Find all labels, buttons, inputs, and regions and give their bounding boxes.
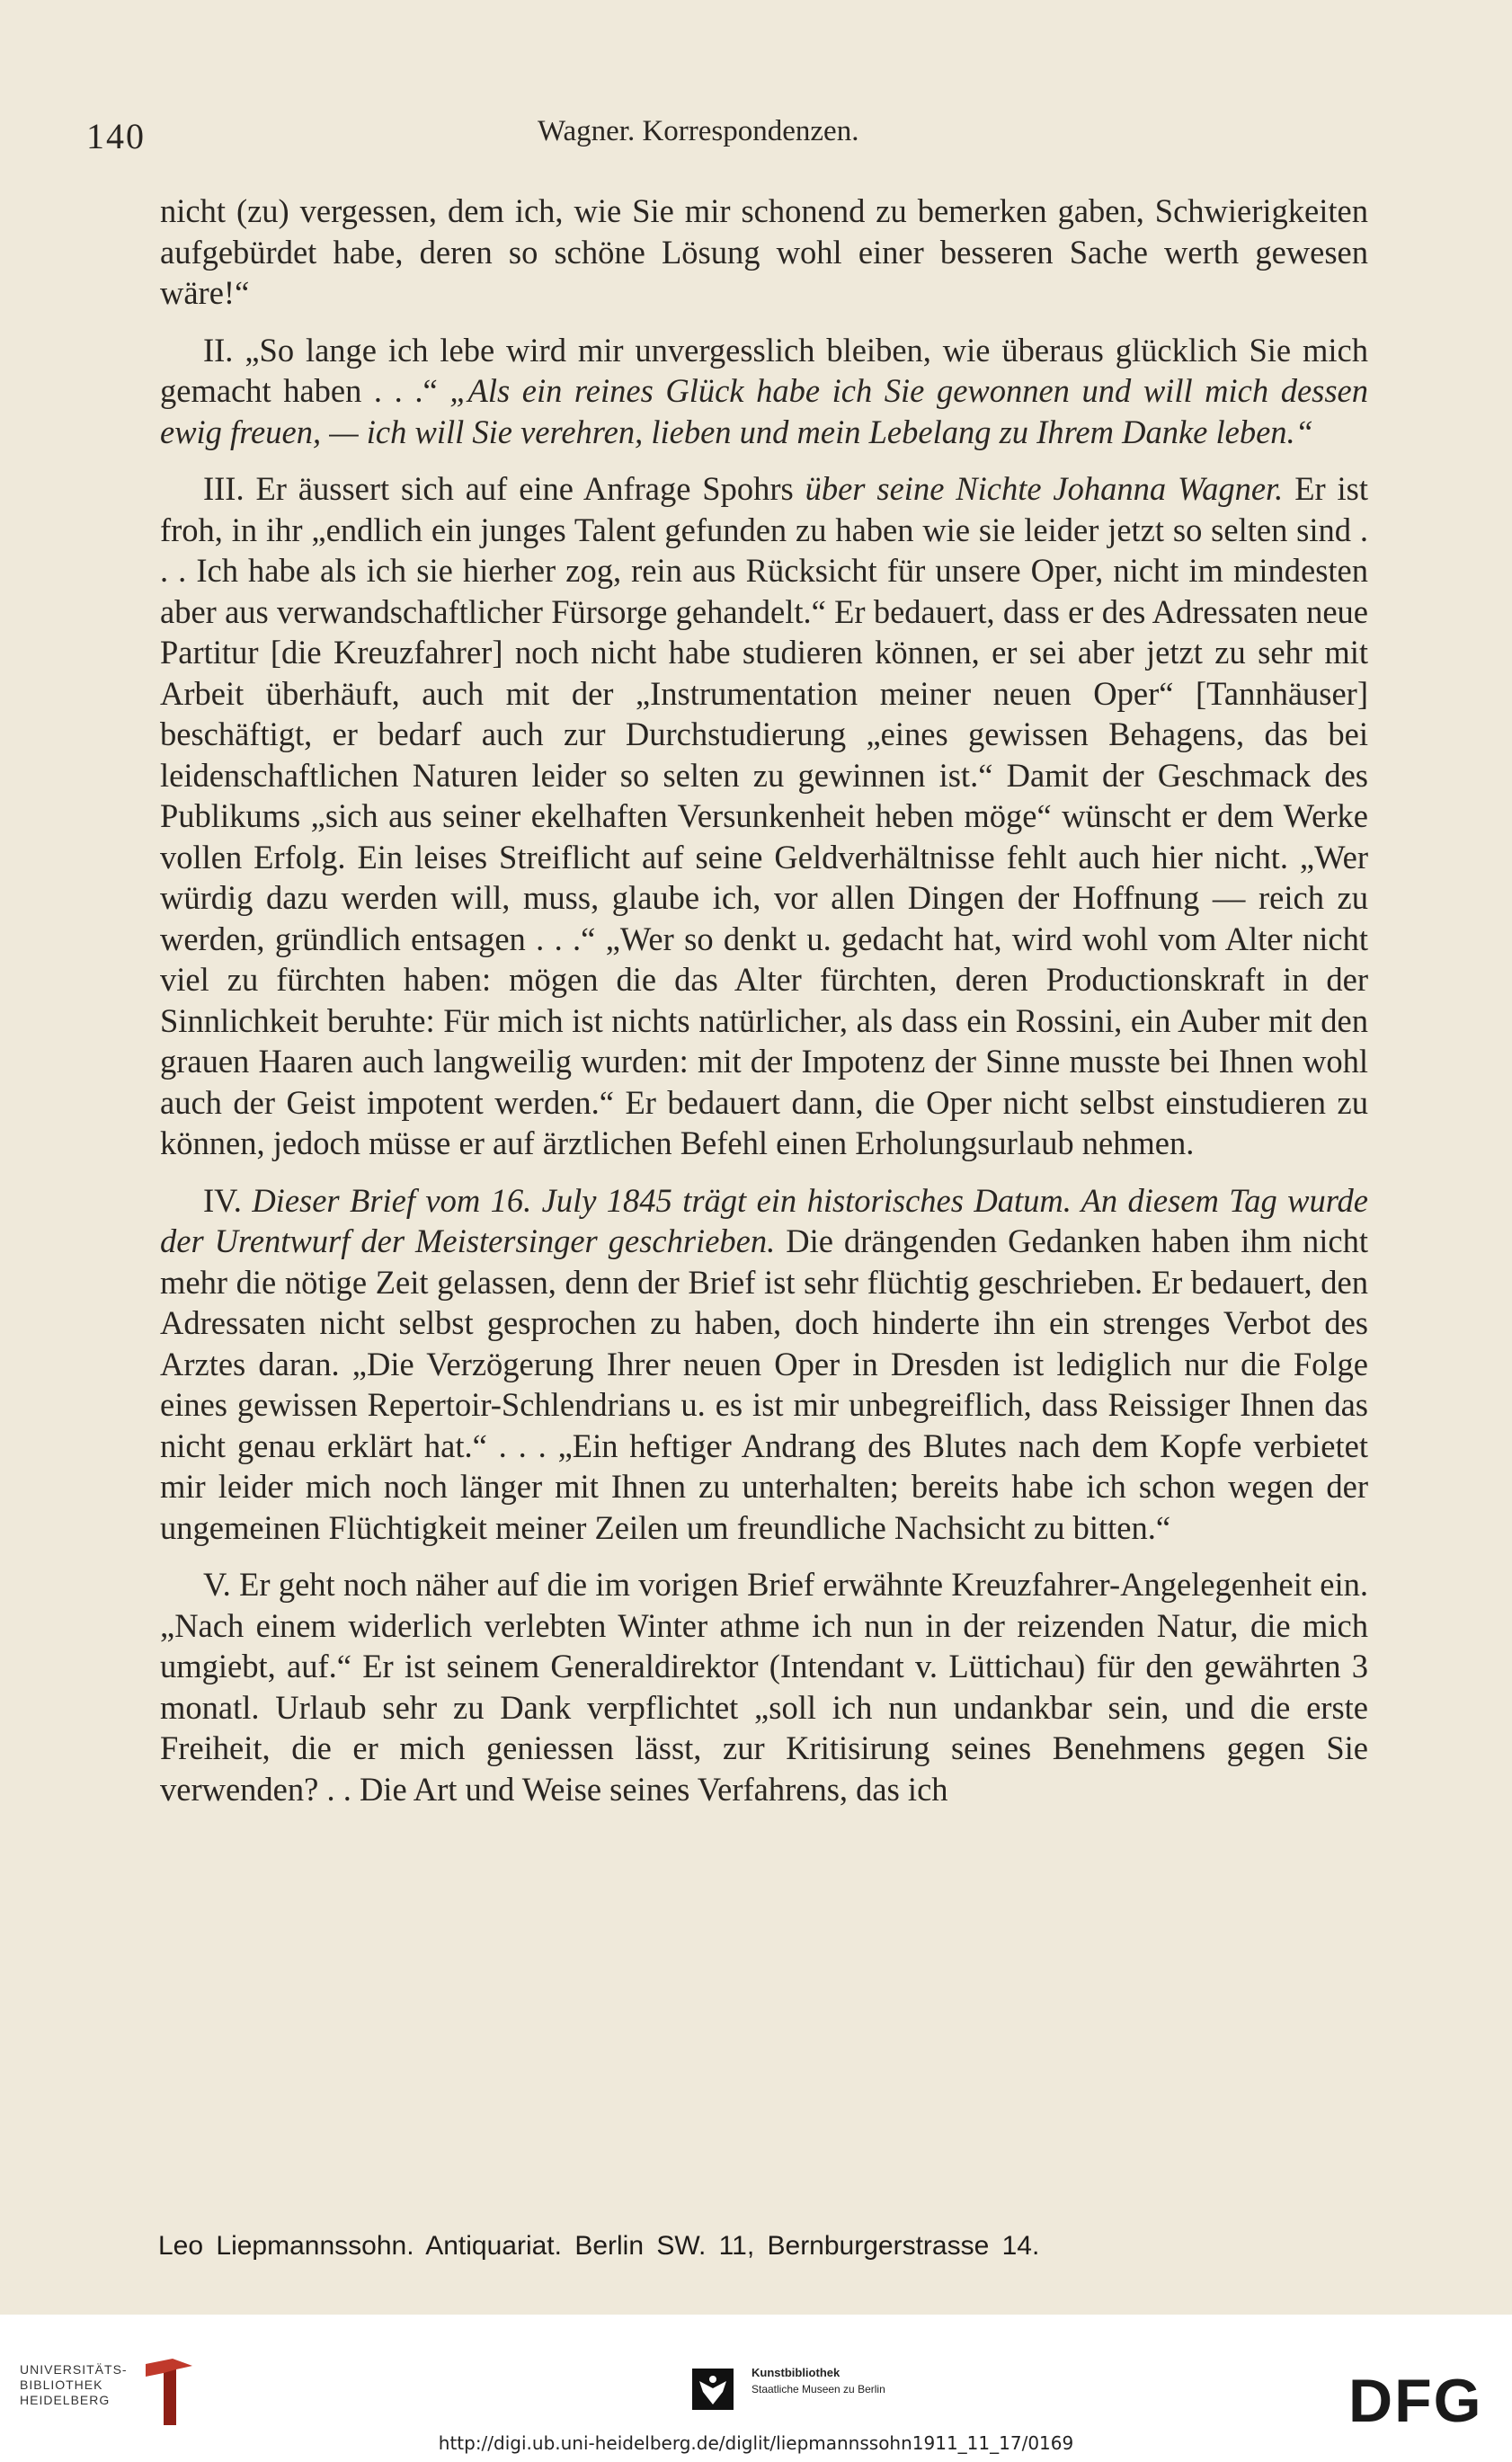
paragraph-III-text: Er ist froh, in ihr „endlich ein junges Talent gefunden zu haben wie sie leider jetzt so selten sind . . . Ich habe als ich sie hierher zog, rein aus Rücksicht für unsere Oper, nicht im mindesten aber aus verwandschaftlicher Fürsorge gehandelt.“ Er bedauert, dass er des Adressaten neue Partitur [die Kreuzfahrer] noch nicht habe studieren können, er sei aber jetzt zu sehr mit Arbeit überhäuft, auch mit der „Instrumentation meiner neuen Oper“ [Tannhäuser] beschäftigt, er bedarf auch zur Durchstudierung „eines gewissen Behagens, das bei leidenschaftlichen Naturen leider so selten zu gewinnen ist.“ Damit der Geschmack des Publikums „sich aus seiner ekelhaften Versunkenheit heben möge“ wünscht er dem Werke vollen Erfolg. Ein leises Streiflicht auf seine Geldverhältnisse fehlt auch hier nicht. „Wer würdig dazu werden will, muss, glaube ich, vor allen Dingen der Hoffnung — reich zu werden, gründlich entsagen . . .“ „Wer so denkt u. gedacht hat, wird wohl vom Alter nicht viel zu fürchten haben: mögen die das Alter fürchten, deren Productionskraft in der Sinnlichkeit beruhte: Für mich ist nichts natürlicher, als dass ein Rossini, ein Auber mit den grauen Haaren auch langweilig wurden: mit der Impotenz der Sinne musste bei Ihnen wohl auch der Geist impotent werden.“ Er bedauert dann, die Oper nicht selbst einstudieren zu können, jedoch müsse er auf ärztlichen Befehl einen Erholungsurlaub nehmen. bbox=[160, 470, 1369, 1161]
university-library-logo bbox=[20, 2362, 200, 2434]
paragraph-III-italic: über seine Nichte Johanna Wagner. bbox=[805, 470, 1284, 507]
eagle-icon bbox=[692, 2369, 734, 2410]
uni-logo-line-1: UNIVERSITÄTS- bbox=[20, 2362, 128, 2377]
paragraph-III-lead: III. Er äussert sich auf eine Anfrage Spohrs bbox=[203, 470, 805, 507]
dfg-logo: DFG bbox=[1348, 2367, 1483, 2435]
kunstbibliothek-name: Kunstbibliothek bbox=[752, 2366, 840, 2379]
kunstbibliothek-subtitle: Staatliche Museen zu Berlin bbox=[752, 2383, 885, 2395]
university-seal-icon bbox=[137, 2357, 200, 2427]
paragraph-IV-text: Die drängenden Gedanken haben ihm nicht mehr die nötige Zeit gelassen, denn der Brief ist sehr flüchtig geschrieben. Er bedauert, den Adressaten nicht selbst gesprochen zu haben, doch hinderte ihn ein strenges Verbot des Arztes daran. „Die Verzögerung Ihrer neuen Oper in Dresden ist lediglich nur die Folge eines gewissen Repertoir-Schlendrians u. es ist mir unbegreiflich, dass Reissiger Ihnen das nicht genau erklärt hat.“ . . . „Ein heftiger Andrang des Blutes nach dem Kopfe verbietet mir leider mich noch länger mit Ihnen zu unterhalten; bereits habe ich schon wegen der ungemeinen Flüchtigkeit meiner Zeilen um freundliche Nachsicht zu bitten.“ bbox=[160, 1222, 1368, 1546]
paragraph-II bbox=[160, 330, 1368, 453]
paragraph-continuation: nicht (zu) vergessen, dem ich, wie Sie mir schonend zu bemerken gaben, Schwierigkeiten aufgebürdet habe, deren so schöne Lösung wohl einer besseren Sache werth gewesen wäre!“ bbox=[160, 192, 1368, 311]
uni-logo-line-3: HEIDELBERG bbox=[20, 2393, 111, 2407]
paragraph-II-quote: „Als ein reines Glück habe ich Sie gewonnen und will mich dessen ewig freuen, — ich will Sie verehren, lieben und mein Lebelang zu Ihrem Danke leben.“ bbox=[160, 372, 1369, 450]
paragraph-III bbox=[160, 468, 1368, 1164]
paragraph-II-text: II. „So lange ich lebe wird mir unvergesslich bleiben, wie überaus glücklich Sie mich gemacht haben . . .“ bbox=[160, 331, 1368, 409]
page-number: 140 bbox=[86, 116, 146, 156]
running-title: Wagner. Korrespondenzen. bbox=[538, 115, 859, 147]
university-library-name bbox=[20, 2362, 128, 2408]
paragraph-IV bbox=[160, 1180, 1368, 1549]
uni-logo-line-2: BIBLIOTHEK bbox=[20, 2378, 103, 2392]
permalink-url[interactable]: http://digi.ub.uni-heidelberg.de/diglit/liepmannssohn1911_11_17/0169 bbox=[438, 2432, 1074, 2454]
paragraph-IV-italic: Dieser Brief vom 16. July 1845 trägt ein historisches Datum. An diesem Tag wurde der Urentwurf der Meistersinger geschrieben. bbox=[160, 1181, 1368, 1259]
body-text bbox=[160, 191, 1368, 1826]
paragraph-V: V. Er geht noch näher auf die im vorigen Brief erwähnte Kreuzfahrer-Angelegenheit ein. „Nach einem widerlich verlebten Winter athme ich nun in der reizenden Natur, die mich umgiebt, auf.“ Er ist seinem Generaldirektor (Intendant v. Lüttichau) für den gewährten 3 monatl. Urlaub sehr zu Dank verpflichtet „soll ich nun undankbar sein, und die erste Freiheit, die er mich geniessen lässt, zur Kritisirung seines Benehmens gegen Sie verwenden? . . Die Art und Weise seines Verfahrens, das ich bbox=[160, 1566, 1368, 1808]
paragraph-IV-number: IV. bbox=[203, 1181, 253, 1219]
kunstbibliothek-logo bbox=[692, 2361, 962, 2415]
kunstbibliothek-text bbox=[752, 2365, 885, 2397]
publisher-imprint: Leo Liepmannssohn. Antiquariat. Berlin SW. 11, Bernburgerstrasse 14. bbox=[158, 2231, 1040, 2261]
